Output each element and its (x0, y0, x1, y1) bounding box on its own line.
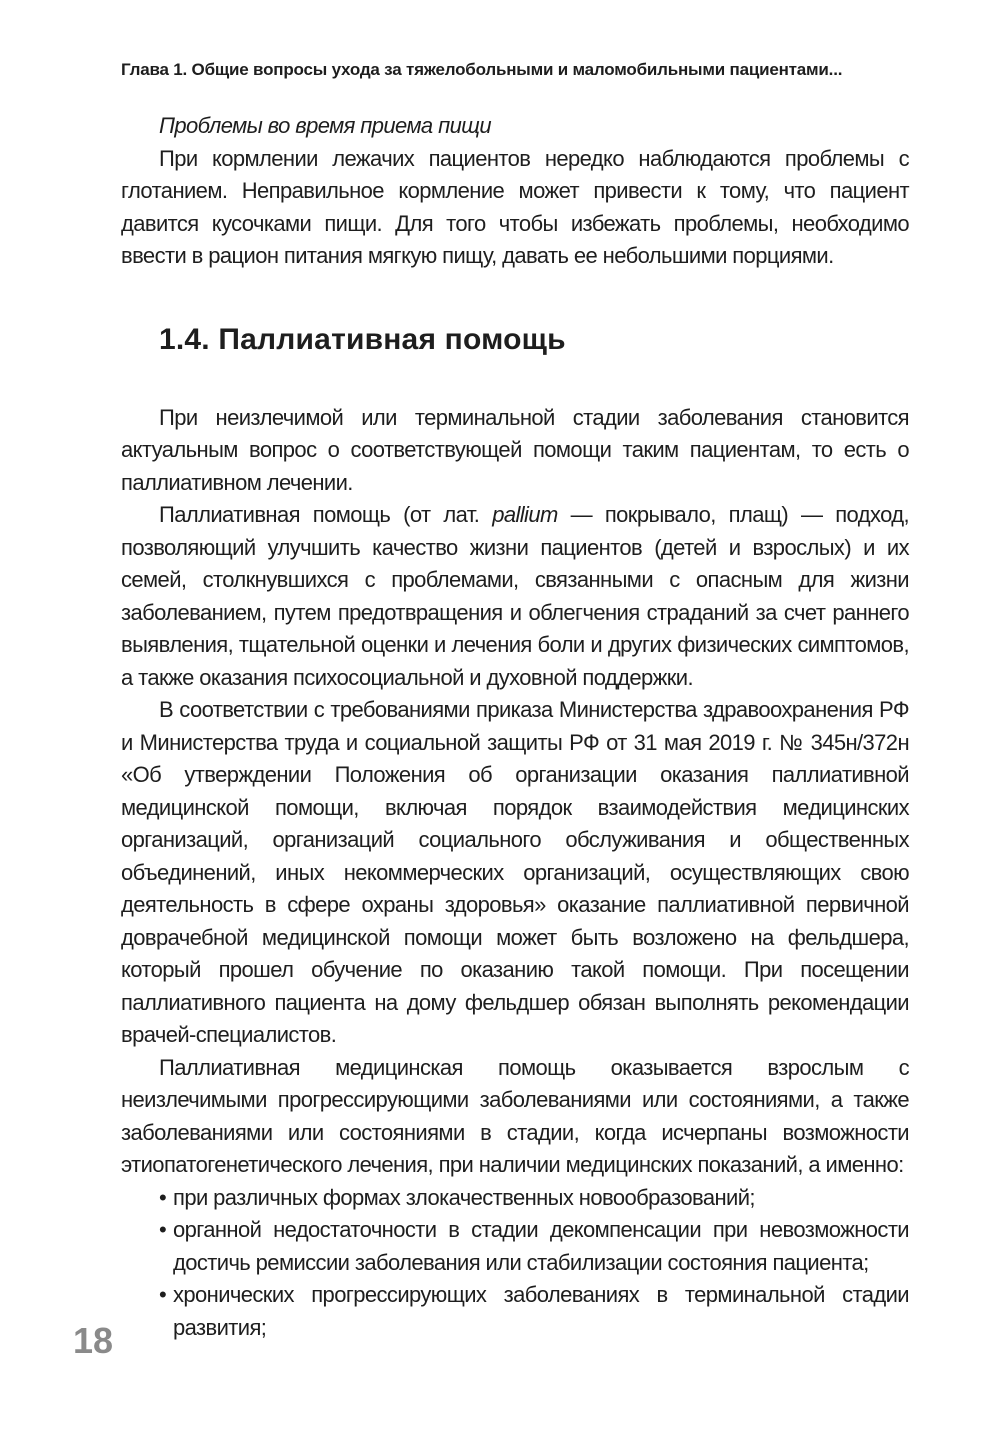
list-item (121, 1182, 909, 1215)
bullet-marker: • (159, 1184, 167, 1210)
list-item (121, 1279, 909, 1344)
list-item-text: органной недостаточности в стадии декомпенсации при невозможности достичь ремиссии заболевания или стабилизации состояния пациента; (173, 1217, 909, 1275)
latin-term: pallium (492, 502, 558, 527)
list-item (121, 1214, 909, 1279)
indications-list (121, 1182, 909, 1345)
page-number: 18 (73, 1320, 114, 1361)
list-item-text: хронических прогрессирующих заболеваниях в терминальной стадии развития; (173, 1282, 909, 1340)
paragraph-definition (121, 499, 909, 694)
paragraph-indications: Паллиативная медицинская помощь оказывается взрослым с неизлечимыми прогрессирующими заболеваниями или состояниями, а также заболеваниями или состояниями в стадии, когда исчерпаны возможности этиопатогенетического лечения, при наличии медицинских показаний, а именно: (121, 1054, 909, 1177)
list-item-text: при различных формах злокачественных новообразований; (173, 1184, 755, 1210)
paragraph-food: При кормлении лежачих пациентов нередко наблюдаются проблемы с глотанием. Неправильное кормление может привести к тому, что пациент давится кусочками пищи. Для того чтобы избежать проблемы, необходимо ввести в рацион питания мягкую пищу, давать ее небольшими порциями. (121, 145, 909, 268)
running-header: Глава 1. Общие вопросы ухода за тяжелобольными и маломобильными пациентами... (121, 60, 843, 79)
page-content (121, 110, 909, 1344)
section-heading: 1.4. Паллиативная помощь (159, 322, 566, 356)
definition-text-rest: — покрывало, плащ) — подход, позволяющий улучшить качество жизни пациентов (детей и взрослых) и их семей, столкнувшихся с проблемами, связанными с опасным для жизни заболеванием, путем предотвращения и облегчения страданий за счет раннего выявления, тщательной оценки и лечения боли и других физических симптомов, а также оказания психосоциальной и духовной поддержки. (121, 502, 909, 690)
subheading-food-problems: Проблемы во время приема пищи (159, 113, 491, 138)
bullet-marker: • (159, 1217, 167, 1242)
definition-text-start: Паллиативная помощь (от лат. (159, 502, 493, 527)
paragraph-regulation: В соответствии с требованиями приказа Министерства здравоохранения РФ и Министерства труда и социальной защиты РФ от 31 мая 2019 г. № 345н/372н «Об утверждении Положения об организации оказания паллиативной медицинской помощи, включая порядок взаимодействия медицинских организаций, организаций социального обслуживания и общественных объединений, иных некоммерческих организаций, осуществляющих свою деятельность в сфере охраны здоровья» оказание паллиативной первичной доврачебной медицинской помощи может быть возложено на фельдшера, который прошел обучение по оказанию такой помощи. При посещении паллиативного пациента на дому фельдшер обязан выполнять рекомендации врачей-специалистов. (121, 697, 909, 1047)
paragraph-intro: При неизлечимой или терминальной стадии заболевания становится актуальным вопрос о соответствующей помощи таким пациентам, то есть о паллиативном лечении. (121, 404, 909, 495)
bullet-marker: • (159, 1282, 167, 1307)
